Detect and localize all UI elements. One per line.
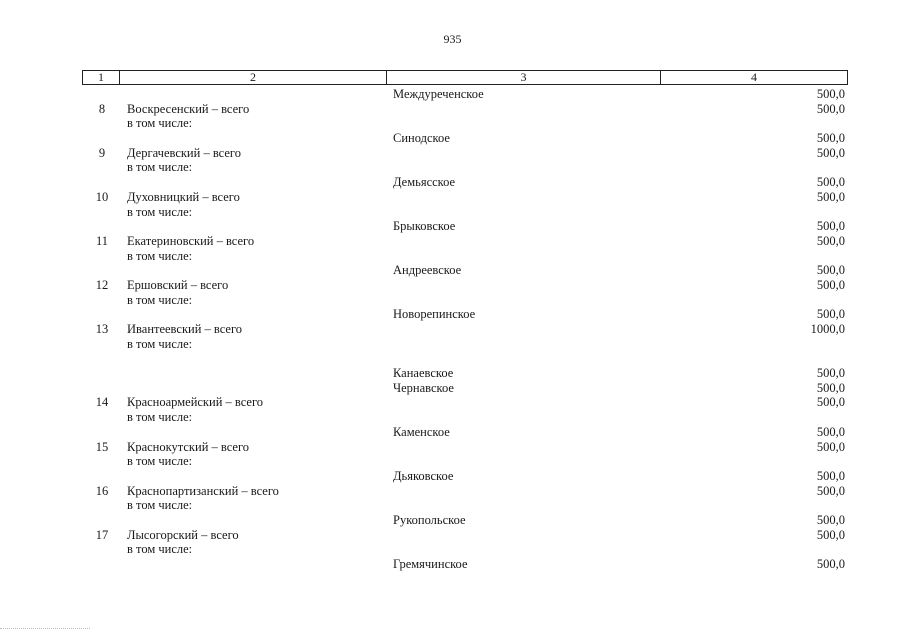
table-row xyxy=(0,440,905,455)
table-row xyxy=(0,87,905,102)
table-body xyxy=(0,87,905,572)
amount-value: 500,0 xyxy=(816,87,845,101)
amount-value: 500,0 xyxy=(816,263,845,278)
table-row xyxy=(0,116,905,131)
district-name: в том числе: xyxy=(127,116,193,131)
amount-value: 500,0 xyxy=(816,189,845,204)
district-name: в том числе: xyxy=(127,542,193,557)
district-name: Ивантеевский – всего xyxy=(127,322,243,336)
settlement-name: Синодское xyxy=(393,131,450,146)
row-number: 13 xyxy=(95,322,109,336)
settlement-name: Андреевское xyxy=(393,263,462,278)
row-number: 17 xyxy=(95,527,109,542)
amount-value: 500,0 xyxy=(816,145,845,160)
table-row xyxy=(0,337,905,352)
settlement-name: Рукопольское xyxy=(393,512,466,527)
district-name: в том числе: xyxy=(127,160,193,175)
row-number: 16 xyxy=(95,483,109,498)
amount-value: 500,0 xyxy=(816,175,845,190)
table-row xyxy=(0,381,905,396)
row-number: 14 xyxy=(95,395,109,410)
amount-value: 500,0 xyxy=(816,219,845,234)
table-row xyxy=(0,160,905,175)
settlement-name: Гремячинское xyxy=(393,557,468,571)
row-number: 12 xyxy=(95,277,109,292)
district-name: Краснокутский – всего xyxy=(127,439,250,454)
table-row xyxy=(0,307,905,322)
table-row xyxy=(0,278,905,293)
amount-value: 500,0 xyxy=(816,366,845,381)
amount-value: 500,0 xyxy=(816,395,845,410)
table-row xyxy=(0,484,905,499)
district-name: в том числе: xyxy=(127,204,193,219)
amount-value: 500,0 xyxy=(816,527,845,542)
table-row xyxy=(0,425,905,440)
settlement-name: Каменское xyxy=(393,424,450,439)
district-name: Дергачевский – всего xyxy=(127,145,241,160)
header-col-3: 3 xyxy=(387,71,661,84)
district-name: в том числе: xyxy=(127,248,193,263)
table-row xyxy=(0,410,905,425)
settlement-name: Брыковское xyxy=(393,219,456,234)
table-row xyxy=(0,322,905,337)
header-col-1: 1 xyxy=(83,71,120,84)
amount-value: 500,0 xyxy=(816,307,845,322)
table-row xyxy=(0,528,905,543)
row-number: 9 xyxy=(98,145,106,160)
amount-value: 500,0 xyxy=(816,131,845,146)
amount-value: 500,0 xyxy=(816,439,845,454)
header-col-4: 4 xyxy=(751,70,757,84)
table-row xyxy=(0,498,905,513)
settlement-name: Дьяковское xyxy=(393,468,454,483)
settlement-name: Чернавское xyxy=(393,380,454,395)
amount-value: 500,0 xyxy=(816,101,845,116)
table-row xyxy=(0,366,905,381)
table-row xyxy=(0,513,905,528)
header-col-2: 2 xyxy=(120,71,387,84)
district-name: Лысогорский – всего xyxy=(127,527,239,542)
table-row xyxy=(0,351,905,366)
table-header xyxy=(82,70,848,85)
table-row xyxy=(0,102,905,117)
row-number: 11 xyxy=(95,233,109,248)
table-row xyxy=(0,234,905,249)
amount-value: 500,0 xyxy=(816,468,845,483)
table-row xyxy=(0,542,905,557)
settlement-name: Междуреченское xyxy=(393,87,484,101)
district-name: в том числе: xyxy=(127,454,193,469)
district-name: в том числе: xyxy=(127,498,193,513)
table-row xyxy=(0,249,905,264)
table-row xyxy=(0,454,905,469)
district-name: Краснопартизанский – всего xyxy=(127,483,279,498)
amount-value: 500,0 xyxy=(816,424,845,439)
table-row xyxy=(0,263,905,278)
table-row xyxy=(0,469,905,484)
amount-value: 1000,0 xyxy=(810,322,845,336)
amount-value: 500,0 xyxy=(816,380,845,395)
table-row xyxy=(0,293,905,308)
row-number: 15 xyxy=(95,439,109,454)
amount-value: 500,0 xyxy=(816,512,845,527)
settlement-name: Демьясское xyxy=(393,175,456,190)
table-row xyxy=(0,175,905,190)
amount-value: 500,0 xyxy=(816,233,845,248)
district-name: Воскресенский – всего xyxy=(127,101,250,116)
amount-value: 500,0 xyxy=(816,557,845,571)
table-row xyxy=(0,219,905,234)
table-row xyxy=(0,557,905,572)
scan-artifact xyxy=(0,628,90,630)
table-row xyxy=(0,146,905,161)
settlement-name: Канаевское xyxy=(393,366,454,381)
row-number: 8 xyxy=(98,101,106,116)
table-row xyxy=(0,395,905,410)
amount-value: 500,0 xyxy=(816,277,845,292)
settlement-name: Новорепинское xyxy=(393,307,476,322)
table-row xyxy=(0,190,905,205)
district-name: Духовницкий – всего xyxy=(127,189,240,204)
row-number: 10 xyxy=(95,189,109,204)
page-number: 935 xyxy=(443,32,462,46)
district-name: в том числе: xyxy=(127,292,193,307)
district-name: Ершовский – всего xyxy=(127,277,229,292)
district-name: в том числе: xyxy=(127,336,193,351)
table-row xyxy=(0,131,905,146)
district-name: Екатериновский – всего xyxy=(127,233,255,248)
table-row xyxy=(0,205,905,220)
district-name: Красноармейский – всего xyxy=(127,395,264,410)
district-name: в том числе: xyxy=(127,410,193,425)
amount-value: 500,0 xyxy=(816,483,845,498)
